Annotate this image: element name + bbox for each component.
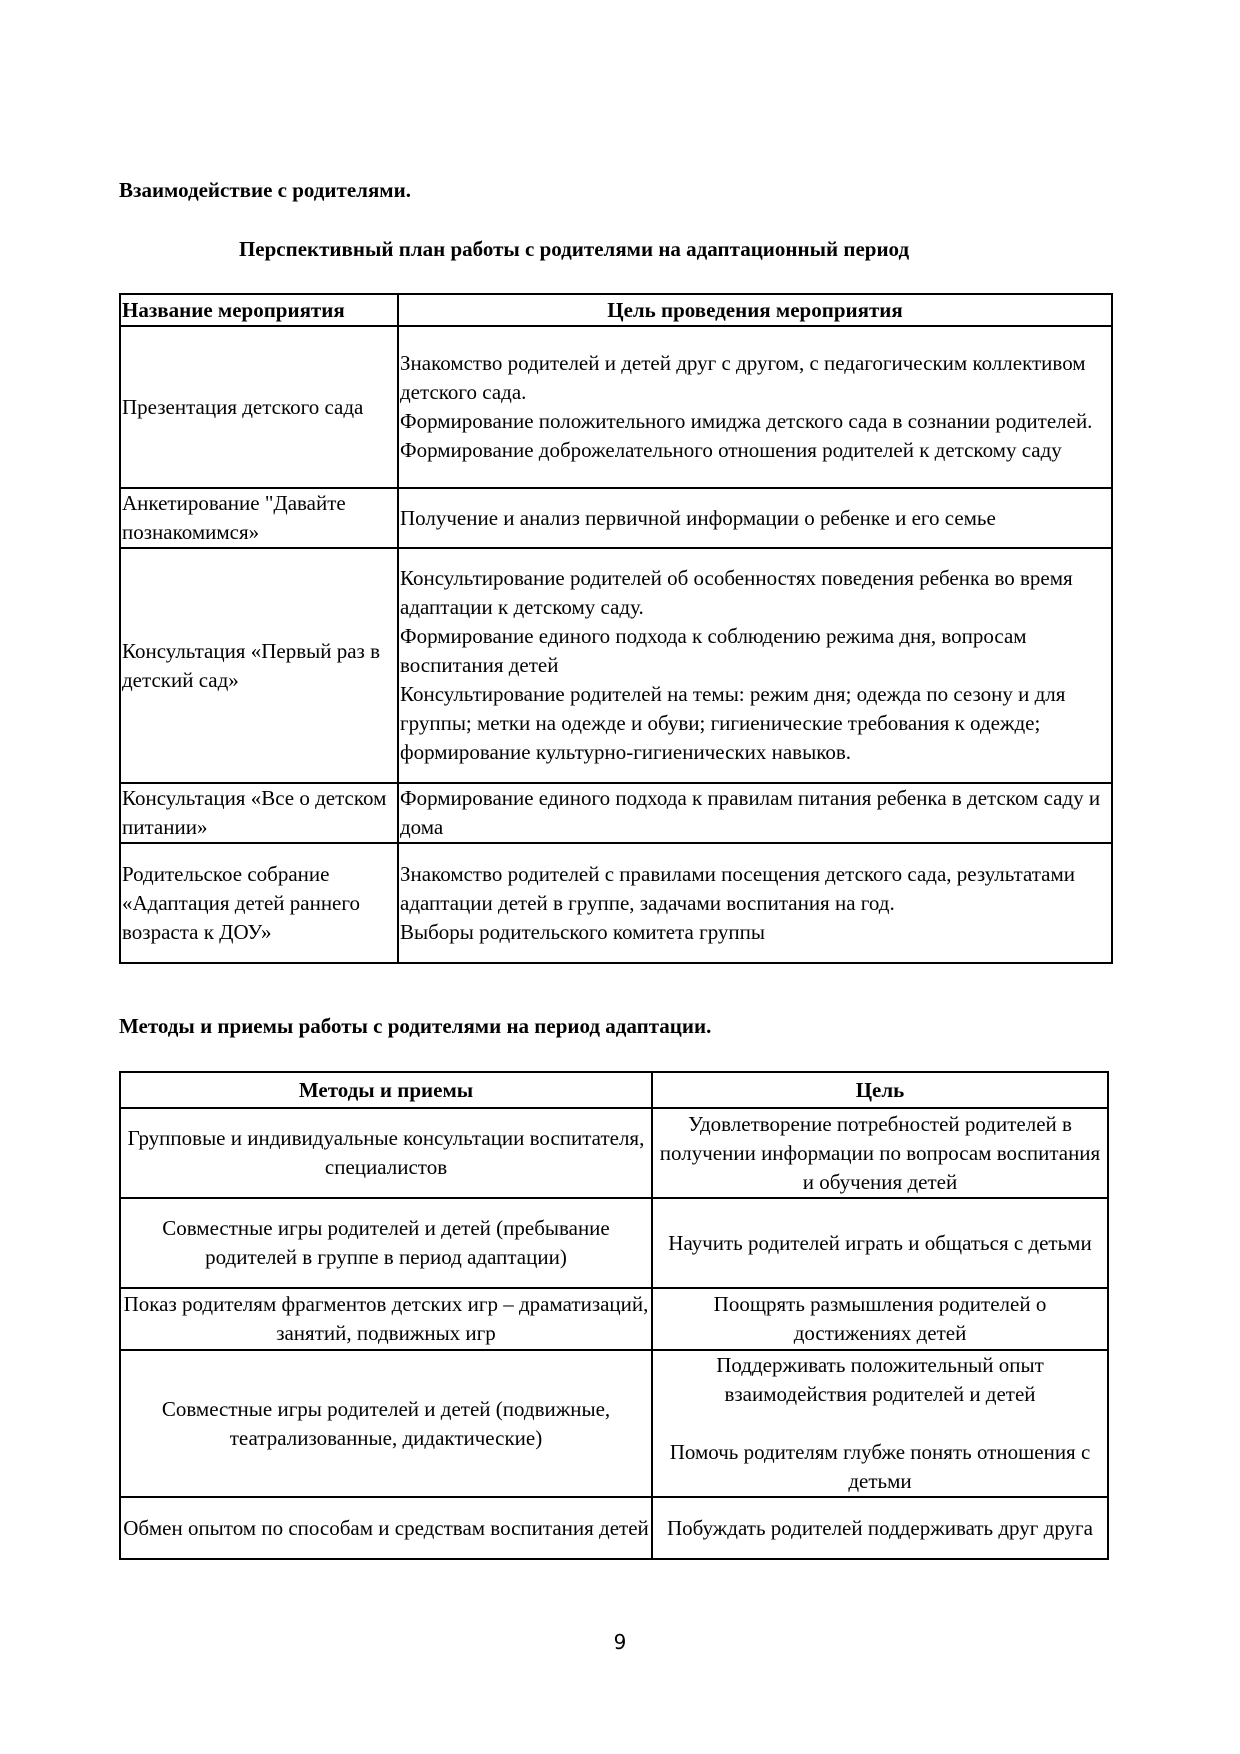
table-row bbox=[120, 1198, 1108, 1288]
plan-title: Перспективный план работы с родителями на адаптационный период bbox=[238, 237, 910, 261]
method-goal: Поощрять размышления родителей о достижениях детей bbox=[652, 1288, 1108, 1350]
table-row bbox=[120, 1497, 1108, 1559]
method-goal: Удовлетворение потребностей родителей в получении информации по вопросам воспитания и обучения детей bbox=[652, 1108, 1108, 1198]
event-goal: Формирование единого подхода к правилам питания ребенка в детском саду и дома bbox=[398, 783, 1112, 843]
column-header-methods: Методы и приемы bbox=[120, 1072, 652, 1108]
page-number: 9 bbox=[613, 1630, 627, 1654]
event-goal: Получение и анализ первичной информации о ребенке и его семье bbox=[398, 488, 1112, 548]
table-header-row bbox=[120, 294, 1112, 326]
method-goal: Побуждать родителей поддерживать друг друга bbox=[652, 1497, 1108, 1559]
event-goal: Консультирование родителей об особенностях поведения ребенка во время адаптации к детскому саду. Формирование единого подхода к соблюдению режима дня, вопросам воспитания детей Консультирование родителей на темы: режим дня; одежда по сезону и для группы; метки на одежде и обуви; гигиенические требования к одежде; формирование культурно-гигиенических навыков. bbox=[398, 548, 1112, 783]
event-goal: Знакомство родителей с правилами посещения детского сада, результатами адаптации детей в группе, задачами воспитания на год. Выборы родительского комитета группы bbox=[398, 843, 1112, 963]
section-heading: Взаимодействие с родителями. bbox=[119, 178, 411, 202]
method-name: Показ родителям фрагментов детских игр – драматизаций, занятий, подвижных игр bbox=[120, 1288, 652, 1350]
table-row bbox=[120, 1288, 1108, 1350]
methods-heading: Методы и приемы работы с родителями на период адаптации. bbox=[119, 1014, 712, 1038]
method-name: Совместные игры родителей и детей (пребывание родителей в группе в период адаптации) bbox=[120, 1198, 652, 1288]
event-name: Консультация «Первый раз в детский сад» bbox=[120, 548, 398, 783]
table-row bbox=[120, 1108, 1108, 1198]
method-name: Групповые и индивидуальные консультации воспитателя, специалистов bbox=[120, 1108, 652, 1198]
method-name: Обмен опытом по способам и средствам воспитания детей bbox=[120, 1497, 652, 1559]
column-header-event: Название мероприятия bbox=[120, 294, 398, 326]
plan-table bbox=[119, 293, 1113, 964]
table-row bbox=[120, 548, 1112, 783]
table-row bbox=[120, 783, 1112, 843]
event-name: Родительское собрание «Адаптация детей раннего возраста к ДОУ» bbox=[120, 843, 398, 963]
event-name: Анкетирование "Давайте познакомимся» bbox=[120, 488, 398, 548]
table-row bbox=[120, 326, 1112, 488]
methods-table bbox=[119, 1071, 1109, 1560]
table-row bbox=[120, 488, 1112, 548]
event-name: Презентация детского сада bbox=[120, 326, 398, 488]
table-row bbox=[120, 1350, 1108, 1497]
method-goal: Научить родителей играть и общаться с детьми bbox=[652, 1198, 1108, 1288]
event-name: Консультация «Все о детском питании» bbox=[120, 783, 398, 843]
method-goal: Поддерживать положительный опыт взаимодействия родителей и детей Помочь родителям глубже понять отношения с детьми bbox=[652, 1350, 1108, 1497]
method-name: Совместные игры родителей и детей (подвижные, театрализованные, дидактические) bbox=[120, 1350, 652, 1497]
table-row bbox=[120, 843, 1112, 963]
column-header-goal: Цель bbox=[652, 1072, 1108, 1108]
column-header-goal: Цель проведения мероприятия bbox=[398, 294, 1112, 326]
event-goal: Знакомство родителей и детей друг с другом, с педагогическим коллективом детского сада. Формирование положительного имиджа детского сада в сознании родителей. Формирование доброжелательного отношения родителей к детскому саду bbox=[398, 326, 1112, 488]
table-header-row bbox=[120, 1072, 1108, 1108]
